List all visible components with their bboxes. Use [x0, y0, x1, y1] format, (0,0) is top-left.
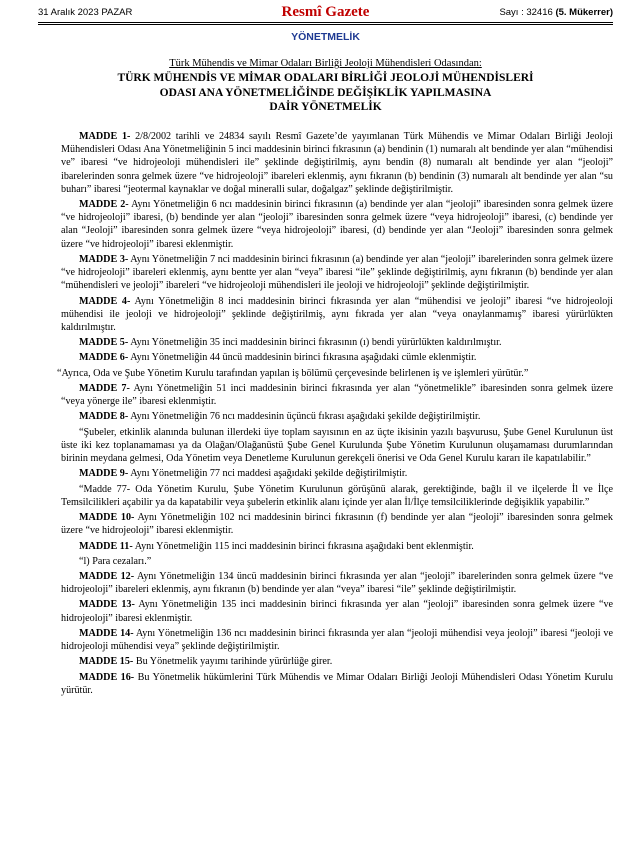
issuing-body: Türk Mühendis ve Mimar Odaları Birliği Jeoloji Mühendisleri Odasından:: [169, 58, 482, 69]
header-divider-bottom: [38, 24, 613, 25]
article-number: MADDE 6-: [79, 352, 129, 364]
article-number: MADDE 13-: [79, 599, 135, 611]
article-number: MADDE 15-: [79, 656, 134, 668]
article-text: Aynı Yönetmeliğin 51 inci maddesinin birinci fıkrasında yer alan “yönetmelikle” ibaresinden sonra gelmek üzere “veya yönerge ile” ibaresi eklenmiştir.: [61, 382, 613, 408]
article-text: “Madde 77- Oda Yönetim Kurulu, Şube Yönetim Kurulunun görüşünü alarak, gerektiğinde, bağlı il ve ilçelerde İl ve İlçe Temsilcilikleri açabilir ya da kapatabilir veya şubelerin etkinlik alanı içinde yer alan İl/İlçe temsilciliklerinde değişiklik yapabilir.”: [61, 483, 613, 508]
article-text: “Ayrıca, Oda ve Şube Yönetim Kurulu tarafından yapılan iş bölümü çerçevesinde belirlenen iş ve işlemleri yürütür.”: [57, 367, 529, 379]
article-text: Aynı Yönetmeliğin 44 üncü maddesinin birinci fıkrasına aşağıdaki cümle eklenmiştir.: [128, 352, 477, 364]
article-number: MADDE 10-: [79, 512, 135, 524]
regulation-title-line: ODASI ANA YÖNETMELİĞİNDE DEĞİŞİKLİK YAPILMASINA: [159, 86, 492, 99]
article-number: MADDE 11-: [79, 540, 133, 552]
article-number: MADDE 3-: [79, 253, 129, 265]
quoted-paragraph: [57, 367, 613, 380]
article-text: Aynı Yönetmeliğin 35 inci maddesinin birinci fıkrasının (ı) bendi yürürlükten kaldırılmıştır.: [128, 337, 502, 349]
article-text: Aynı Yönetmeliğin 115 inci maddesinin birinci fıkrasına aşağıdaki bent eklenmiştir.: [132, 540, 474, 552]
article-text: Aynı Yönetmeliğin 135 inci maddesinin birinci fıkrasında yer alan “jeoloji” ibaresinden sonra gelmek üzere “ve hidrojeoloji” ibaresi eklenmiştir.: [61, 599, 614, 624]
article-number: MADDE 2-: [79, 199, 129, 211]
section-heading: YÖNETMELİK: [291, 31, 360, 43]
article-paragraph: [61, 655, 613, 668]
article-paragraph: [61, 351, 613, 364]
article-text: “l) Para cezaları.”: [79, 555, 152, 567]
quoted-paragraph: [61, 555, 613, 568]
article-text: “Şubeler, etkinlik alanında bulunan illerdeki üye toplam sayısının en az üçte ikisinin yazılı başvurusu, Şube Genel Kurulunun üst üste iki kez toplanamaması ya da Olağan/Olağanüstü Şube Genel Kurulunda Şube Yönetim Kurulunun oluşamaması durumlarından birinin meydana gelmesi, Oda Yönetim veya Denetleme Kurulunun gerekçeli önerisi ve Oda Genel Kurulu kararı ile kapatılabilir.”: [61, 426, 613, 465]
article-paragraph: [61, 671, 613, 697]
article-text: Aynı Yönetmeliğin 102 nci maddesinin birinci fıkrasının (f) bendinde yer alan “jeoloji” ibaresinden sonra gelmek üzere “ve hidrojeoloji” ibaresi eklenmiştir.: [61, 512, 613, 537]
article-text: Aynı Yönetmeliğin 6 ncı maddesinin birinci fıkrasının (a) bendinde yer alan “jeoloji” ibaresinden sonra gelmek üzere “ve hidrojeoloji” ibaresi, (b) bendinde yer alan “jeoloji” ibaresinden sonra gelmek üzere “veya hidrojeoloji” ibaresi, (c) bendinde yer alan “Jeoloji” ibaresinden sonra gelmek üzere “veya hidrojeoloji” ibaresi, (d) bendinde yer alan “Jeoloji” ibaresinden sonra gelmek üzere “ve hidrojeoloji” ibaresi eklenmiştir.: [61, 199, 613, 250]
article-paragraph: [61, 382, 613, 408]
gazette-name: Resmî Gazete: [281, 4, 370, 20]
regulation-title-line: DAİR YÖNETMELİK: [269, 101, 382, 113]
issue-number-prefix: Sayı : 32416: [499, 7, 553, 18]
article-number: MADDE 16-: [79, 671, 135, 683]
article-paragraph: [61, 410, 613, 423]
article-number: MADDE 9-: [79, 468, 129, 480]
issue-number: [499, 7, 613, 18]
article-text: Aynı Yönetmeliğin 7 nci maddesinin birinci fıkrasının (a) bendinde yer alan “jeoloji” ibarelerinden sonra gelmek üzere “ve hidrojeoloji” ibareleri eklenmiş, aynı bentte yer alan “veya” ibaresi “ile” şeklinde değiştirilmiş, aynı fıkranın (b) bendinde yer alan “mühendisleri ve jeoloji” ibareleri “ve hidrojeoloji mühendisleri ile jeoloji ve hidrojeoloji” şeklinde değiştirilmiştir.: [61, 253, 613, 292]
quoted-paragraph: [61, 426, 613, 466]
regulation-body: [57, 130, 614, 699]
article-number: MADDE 14-: [79, 627, 134, 639]
article-number: MADDE 5-: [79, 337, 129, 349]
article-text: Aynı Yönetmeliğin 77 nci maddesi aşağıdaki şekilde değiştirilmiştir.: [128, 468, 408, 480]
issue-date: 31 Aralık 2023 PAZAR: [38, 7, 133, 18]
article-paragraph: [61, 295, 613, 335]
article-text: Bu Yönetmelik hükümlerini Türk Mühendis ve Mimar Odaları Birliği Jeoloji Mühendisleri Odası Yönetim Kurulu yürütür.: [61, 671, 614, 696]
article-text: 2/8/2002 tarihli ve 24834 sayılı Resmî Gazete’de yayımlanan Türk Mühendis ve Mimar Odaları Birliği Jeoloji Mühendisleri Odası Ana Yönetmeliğinin 5 inci maddesinin birinci fıkrasının (a) bendinin (1) numaralı alt bendinde yer alan “mühendisi ve” ibaresi “ve hidrojeoloji mühendisleri ile” şeklinde değiştirilmiş, aynı bendin (8) numaralı alt bendinde yer alan “jeoloji” ibarelerinden sonra gelmek üzere “ve hidrojeoloji” ibareleri eklenmiş, aynı fıkranın (b) bendinin (3) numaralı alt bendinde yer alan “su buharı” ibaresi “jeotermal kaynaklar ve doğal mineralli sular, doğalgaz” şeklinde değiştirilmiştir.: [61, 131, 613, 195]
article-paragraph: [61, 336, 613, 349]
article-paragraph: [61, 540, 613, 553]
article-paragraph: [61, 570, 613, 596]
article-number: MADDE 12-: [79, 571, 135, 582]
quoted-paragraph: [61, 483, 613, 509]
article-number: MADDE 8-: [79, 411, 129, 423]
header-divider-top: [38, 22, 613, 23]
article-number: MADDE 7-: [79, 382, 130, 394]
article-number: MADDE 4-: [79, 295, 131, 307]
article-paragraph: [61, 130, 613, 196]
regulation-title-line: TÜRK MÜHENDİS VE MİMAR ODALARI BİRLİĞİ JEOLOJİ MÜHENDİSLERİ: [117, 72, 534, 84]
article-text: Bu Yönetmelik yayımı tarihinde yürürlüğe girer.: [133, 656, 333, 668]
issue-number-suffix: (5. Mükerrer): [555, 7, 613, 18]
article-text: Aynı Yönetmeliğin 136 ncı maddesinin birinci fıkrasında yer alan “jeoloji mühendisi veya jeoloji” ibaresi “jeoloji ve hidrojeoloji mühendisi veya” şeklinde değiştirilmiştir.: [61, 627, 613, 653]
article-paragraph: [61, 253, 613, 293]
article-number: MADDE 1-: [79, 131, 131, 142]
article-text: Aynı Yönetmeliğin 76 ncı maddesinin üçüncü fıkrası aşağıdaki şekilde değiştirilmiştir.: [128, 411, 481, 423]
article-paragraph: [61, 511, 613, 537]
article-paragraph: [61, 198, 613, 251]
article-text: Aynı Yönetmeliğin 134 üncü maddesinin birinci fıkrasında yer alan “jeoloji” ibarelerinden sonra gelmek üzere “ve hidrojeoloji” ibareleri eklenmiş, aynı fıkranın (b) bendinde yer alan “veya” ibaresi “ile” şeklinde değiştirilmiştir.: [61, 571, 613, 596]
gazette-header: [38, 4, 613, 22]
article-paragraph: [61, 467, 613, 480]
regulation-title: [38, 71, 613, 115]
article-text: Aynı Yönetmeliğin 8 inci maddesinin birinci fıkrasında yer alan “mühendisi ve jeoloji” ibaresi “ve hidrojeoloji mühendisi ile jeoloji ve hidrojeoloji” şeklinde değiştirilmiş, aynı fıkrada yer alan “veya onaylanmamış” ibaresi yürürlükten kaldırılmıştır.: [61, 295, 613, 333]
article-paragraph: [61, 598, 613, 624]
article-paragraph: [61, 627, 613, 653]
